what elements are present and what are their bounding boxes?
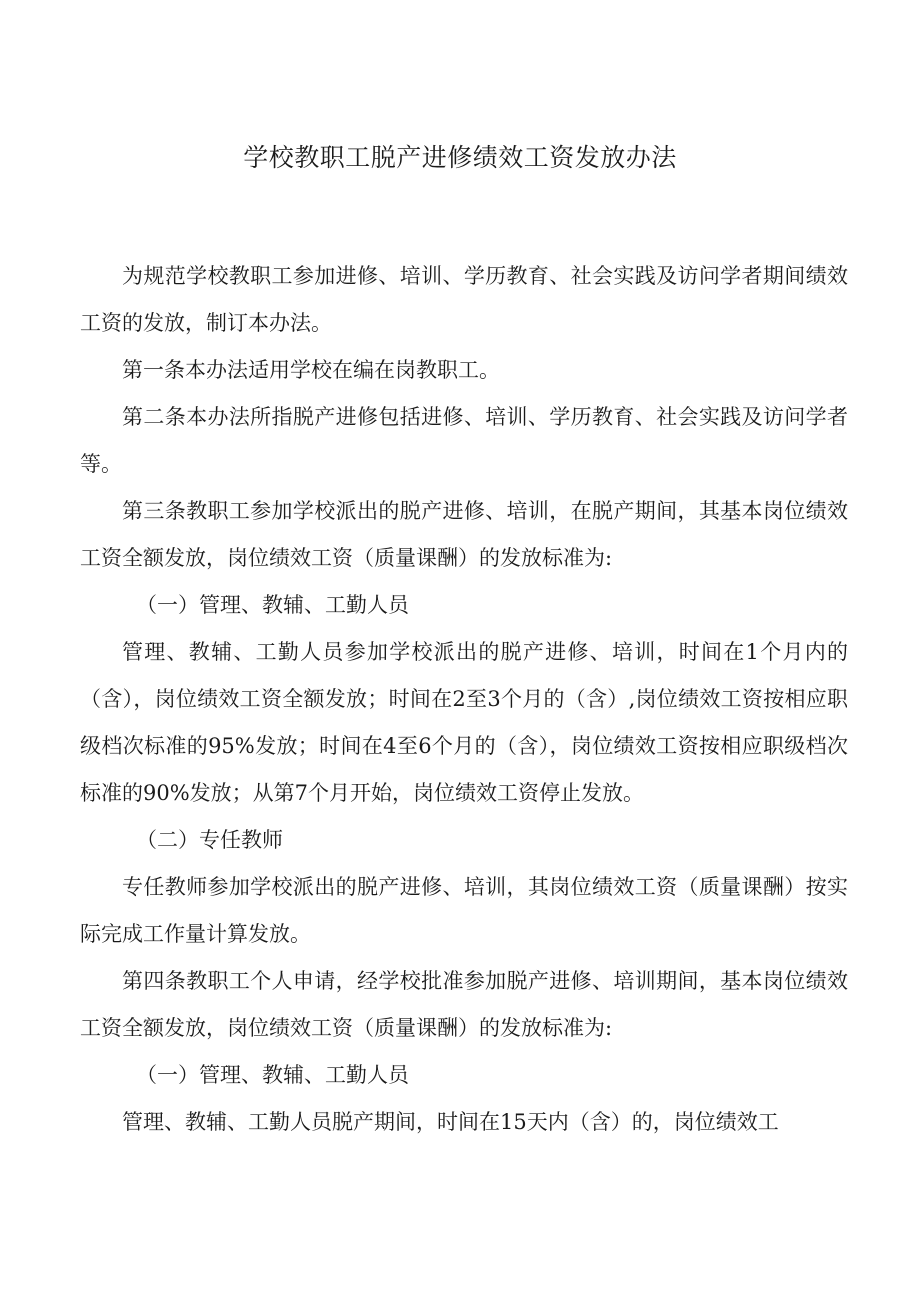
article-4-subheading-1: （一）管理、教辅、工勤人员 (136, 1063, 409, 1087)
article-3-subheading-1: （一）管理、教辅、工勤人员 (136, 593, 409, 617)
article-3-subheading-2: （二）专任教师 (136, 828, 283, 852)
article-4-paragraph: 第四条教职工个人申请，经学校批准参加脱产进修、培训期间，基本岗位绩效工资全额发放，岗位绩效工资（质量课酬）的发放标准为: (80, 969, 848, 1040)
document-body (80, 253, 848, 1146)
article-3-paragraph: 第三条教职工参加学校派出的脱产进修、培训，在脱产期间，其基本岗位绩效工资全额发放，岗位绩效工资（质量课酬）的发放标准为: (80, 499, 848, 570)
article-3-admin-staff-paragraph: 管理、教辅、工勤人员参加学校派出的脱产进修、培训，时间在1个月内的（含），岗位绩效工资全额发放；时间在2至3个月的（含）,岗位绩效工资按相应职级档次标准的95%发放；时间在4至6个月的（含），岗位绩效工资按相应职级档次标准的90%发放；从第7个月开始，岗位绩效工资停止发放。 (80, 640, 848, 805)
article-1-paragraph: 第一条本办法适用学校在编在岗教职工。 (122, 358, 500, 382)
article-4-admin-staff-paragraph: 管理、教辅、工勤人员脱产期间，时间在15天内（含）的，岗位绩效工 (122, 1110, 779, 1134)
article-2-paragraph: 第二条本办法所指脱产进修包括进修、培训、学历教育、社会实践及访问学者等。 (80, 405, 848, 476)
intro-paragraph: 为规范学校教职工参加进修、培训、学历教育、社会实践及访问学者期间绩效工资的发放，制订本办法。 (80, 264, 848, 335)
article-3-teacher-paragraph: 专任教师参加学校派出的脱产进修、培训，其岗位绩效工资（质量课酬）按实际完成工作量计算发放。 (80, 875, 848, 946)
document-title: 学校教职工脱产进修绩效工资发放办法 (243, 143, 677, 172)
